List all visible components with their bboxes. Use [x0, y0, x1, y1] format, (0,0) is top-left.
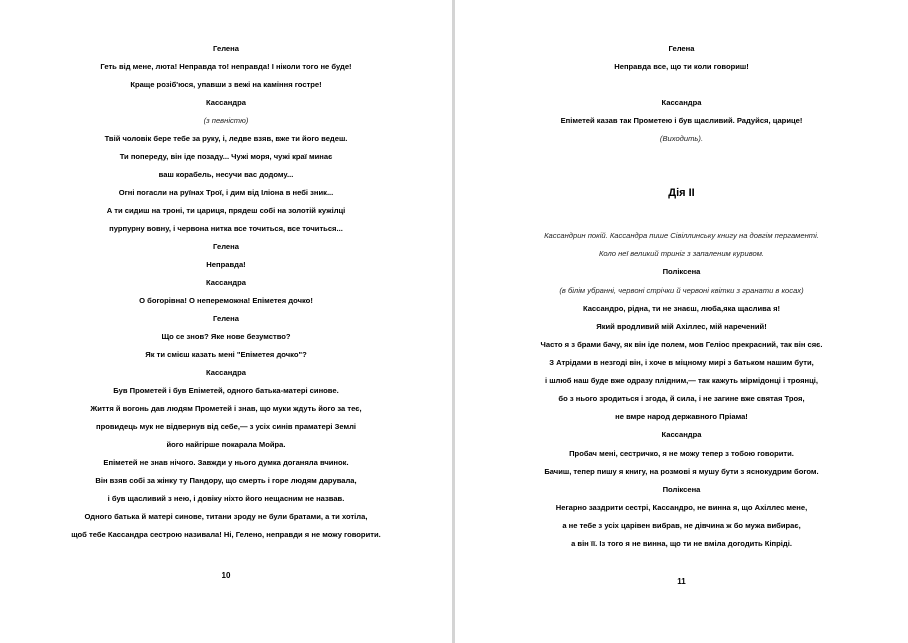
left-page	[0, 0, 452, 643]
text-line: Який вродливий мій Ахіллес, мій наречений!	[596, 322, 767, 331]
page-number: 11	[677, 577, 686, 586]
text-line: і шлюб наш буде вже одразу плідним,— так кажуть мірмідонці і троянці,	[544, 376, 819, 385]
text-line: Кассандро, рідна, ти не знаєш, люба,яка щаслива я!	[582, 304, 781, 313]
text-line: Гелена	[213, 314, 239, 323]
text-line: Поліксена	[662, 267, 701, 276]
stage-direction: Коло неї великий триніг з запаленим куривом.	[598, 249, 765, 258]
text-line: бо з нього зродиться і згода, й сила, і не загине вже святая Троя,	[558, 394, 805, 403]
text-line: Поліксена	[662, 485, 701, 494]
text-line: Неправда все, що ти коли говориш!	[614, 62, 749, 71]
text-line: Негарно заздрити сестрі, Кассандро, не винна я, що Ахіллес мене,	[555, 503, 808, 512]
text-line: Гелена	[668, 44, 695, 53]
text-line: Ти попереду, він іде позаду... Чужі моря, чужі краї минає	[119, 152, 333, 161]
text-line: ваш корабель, несучи вас додому...	[158, 170, 294, 179]
text-line: провидець мук не відвернув від себе,— з усіх синів праматері Землі	[95, 422, 357, 431]
text-line: З Атрідами в незгоді він, і хоче в міцному мирі з батьком нашим бути,	[549, 358, 814, 367]
text-line: Що се знов? Яке нове безумство?	[161, 332, 291, 341]
text-line: Неправда!	[206, 260, 246, 269]
stage-direction: (в білім убранні, червоні стрічки й червоні квітки з гранати в косах)	[559, 286, 804, 295]
text-line: Епіметей казав так Прометею і був щасливий. Радуйся, царице!	[560, 116, 803, 125]
text-line: Кассандра	[206, 368, 246, 377]
text-line: його найгірше покарала Мойра.	[166, 440, 286, 449]
text-line: не вмре народ державного Пріама!	[615, 412, 748, 421]
stage-direction: (Виходить).	[659, 134, 704, 143]
text-line: Твій чоловік бере тебе за руку, і, ледве взяв, вже ти його ведеш.	[104, 134, 348, 143]
act-heading: Дія II	[668, 187, 695, 199]
stage-direction: (з певністю)	[203, 116, 249, 125]
text-line: щоб тебе Кассандра сестрою називала! Ні, Гелено, неправди я не можу говорити.	[71, 530, 381, 539]
text-line: Бачиш, тепер пишу я книгу, на розмові я мушу бути з яснокудрим богом.	[544, 467, 819, 476]
text-line: Краще розіб'юся, упавши з вежі на каміння гостре!	[130, 80, 322, 89]
text-line: А ти сидиш на троні, ти цариця, прядеш собі на золотій кужілці	[106, 206, 346, 215]
stage-direction: Кассандрин покій. Кассандра пише Сівіллинську книгу на довгім пергаменті.	[544, 231, 819, 240]
page-number: 10	[221, 571, 231, 580]
text-line: Життя й вогонь дав людям Прометей і знав, що муки ждуть його за теє,	[90, 404, 362, 413]
text-line: Кассандра	[661, 98, 702, 107]
text-line: Кассандра	[206, 98, 246, 107]
text-line: Як ти смієш казать мені "Епіметея дочко"?	[145, 350, 307, 359]
text-line: Гелена	[213, 44, 239, 53]
text-line: пурпурну вовну, і червона нитка все точиться, все точиться...	[109, 224, 343, 233]
text-line: Геть від мене, люта! Неправда то! неправда! І ніколи того не буде!	[100, 62, 352, 71]
text-line: а не тебе з усіх царівен вибрав, не дівчина ж бо мужа вибирає,	[562, 521, 801, 530]
text-line: а він її. Із того я не винна, що ти не вміла догодить Кіпріді.	[571, 539, 792, 548]
text-line: Пробач мені, сестричко, я не можу тепер з тобою говорити.	[569, 449, 794, 458]
text-line: Часто я з брами бачу, як він іде полем, мов Геліос прекрасний, так він сяє.	[540, 340, 823, 349]
text-line: Одного батька й матері синове, титани зроду не були братами, а ти хотіла,	[84, 512, 368, 521]
text-line: Кассандра	[661, 430, 702, 439]
text-line: Епіметей не знав нічого. Завжди у нього думка доганяла вчинок.	[103, 458, 349, 467]
text-line: О богорівна! О непереможна! Епіметея дочко!	[139, 296, 313, 305]
right-page	[455, 0, 908, 643]
text-line: Огні погасли на руїнах Трої, і дим від Іліона в небі зник...	[118, 188, 334, 197]
text-line: Гелена	[213, 242, 239, 251]
text-line: Був Прометей і був Епіметей, одного батька-матері синове.	[113, 386, 339, 395]
text-line: і був щасливий з нею, і довіку ніхто його нещасним не назвав.	[107, 494, 345, 503]
text-line: Кассандра	[206, 278, 246, 287]
text-line: Він взяв собі за жінку ту Пандору, що смерть і горе людям дарувала,	[95, 476, 357, 485]
